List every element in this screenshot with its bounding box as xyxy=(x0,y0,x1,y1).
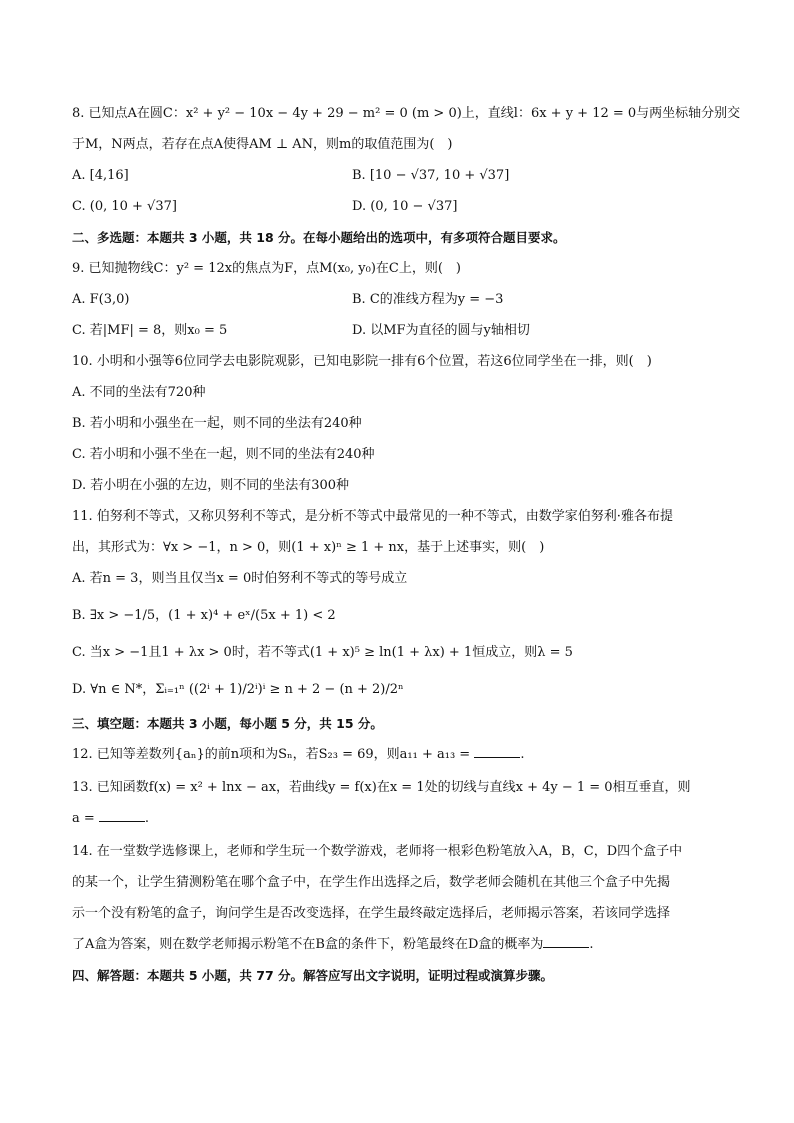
section-heading-solutions: 四、解答题：本题共 5 小题，共 77 分。解答应写出文字说明，证明过程或演算步骤。 xyxy=(72,968,554,983)
q13-stem-line1: 13. 已知函数f(x) = x² + lnx − ax，若曲线y = f(x)在x = 1处的切线与直线x + 4y − 1 = 0相互垂直，则 xyxy=(72,780,691,795)
q14-text: 了A盒为答案，则在数学老师揭示粉笔不在B盒的条件下，粉笔最终在D盒的概率为 xyxy=(72,937,544,952)
q10-option-b: B. 若小明和小强坐在一起，则不同的坐法有240种 xyxy=(72,416,362,431)
q11-stem-line1: 11. 伯努利不等式，又称贝努利不等式，是分析不等式中最常见的一种不等式，由数学家伯努利·雅各布提 xyxy=(72,509,673,524)
q14-stem-line4: 了A盒为答案，则在数学老师揭示粉笔不在B盒的条件下，粉笔最终在D盒的概率为 . xyxy=(72,937,594,952)
q13-stem-line2: a = . xyxy=(72,811,150,826)
q10-stem: 10. 小明和小强等6位同学去电影院观影，已知电影院一排有6个位置，若这6位同学坐在一排，则( ) xyxy=(72,354,652,369)
q12-text: 12. 已知等差数列{aₙ}的前n项和为Sₙ，若S₂₃ = 69，则a₁₁ + a₁₃ = xyxy=(72,747,475,762)
q10-option-a: A. 不同的坐法有720种 xyxy=(72,385,206,400)
q14-stem-line1: 14. 在一堂数学选修课上，老师和学生玩一个数学游戏，老师将一根彩色粉笔放入A，B，C，D四个盒子中 xyxy=(72,844,683,859)
q8-option-a: A. [4,16] xyxy=(72,168,129,183)
q10-option-d: D. 若小明在小强的左边，则不同的坐法有300种 xyxy=(72,478,350,493)
q9-option-c: C. 若|MF| = 8，则x₀ = 5 xyxy=(72,323,228,338)
q11-option-c: C. 当x > −1且1 + λx > 0时，若不等式(1 + x)⁵ ≥ ln(1 + λx) + 1恒成立，则λ = 5 xyxy=(72,645,573,660)
q11-option-a: A. 若n = 3，则当且仅当x = 0时伯努利不等式的等号成立 xyxy=(72,571,408,586)
q8-option-c: C. (0, 10 + √37] xyxy=(72,199,177,214)
section-heading-fill-in: 三、填空题：本题共 3 小题，每小题 5 分，共 15 分。 xyxy=(72,716,383,731)
q9-option-a: A. F(3,0) xyxy=(72,292,130,307)
q8-option-d: D. (0, 10 − √37] xyxy=(352,199,458,214)
q14-stem-line3: 示一个没有粉笔的盒子，询问学生是否改变选择，在学生最终敲定选择后，老师揭示答案，若该同学选择 xyxy=(72,906,671,921)
q13-answer-blank[interactable] xyxy=(99,809,145,822)
q9-option-b: B. C的准线方程为y = −3 xyxy=(352,292,504,307)
q12-answer-blank[interactable] xyxy=(474,745,520,758)
q13-text: a = xyxy=(72,811,99,826)
q9-option-d: D. 以MF为直径的圆与y轴相切 xyxy=(352,323,530,338)
q8-stem-line2: 于M，N两点，若存在点A使得AM ⊥ AN，则m的取值范围为( ) xyxy=(72,137,453,152)
q8-option-b: B. [10 − √37, 10 + √37] xyxy=(352,168,510,183)
q11-option-b: B. ∃x > −1/5，(1 + x)⁴ + eˣ/(5x + 1) < 2 xyxy=(72,608,336,623)
q10-option-c: C. 若小明和小强不坐在一起，则不同的坐法有240种 xyxy=(72,447,375,462)
q9-stem: 9. 已知抛物线C：y² = 12x的焦点为F，点M(x₀, y₀)在C上，则( ) xyxy=(72,261,461,276)
q11-stem-line2: 出，其形式为：∀x > −1，n > 0，则(1 + x)ⁿ ≥ 1 + nx，基于上述事实，则( ) xyxy=(72,540,545,555)
q8-stem-line1: 8. 已知点A在圆C：x² + y² − 10x − 4y + 29 − m² = 0 (m > 0)上，直线l：6x + y + 12 = 0与两坐标轴分别交 xyxy=(72,106,741,121)
q14-answer-blank[interactable] xyxy=(543,935,589,948)
q12-stem: 12. 已知等差数列{aₙ}的前n项和为Sₙ，若S₂₃ = 69，则a₁₁ + a₁₃ = . xyxy=(72,747,525,762)
q14-stem-line2: 的某一个，让学生猜测粉笔在哪个盒子中，在学生作出选择之后，数学老师会随机在其他三个盒子中先揭 xyxy=(72,875,671,890)
q11-option-d: D. ∀n ∈ N*，Σᵢ₌₁ⁿ ((2ⁱ + 1)/2ⁱ)ⁱ ≥ n + 2 − (n + 2)/2ⁿ xyxy=(72,682,404,697)
section-heading-multiple-choice: 二、多选题：本题共 3 小题，共 18 分。在每小题给出的选项中，有多项符合题目要求。 xyxy=(72,230,566,245)
